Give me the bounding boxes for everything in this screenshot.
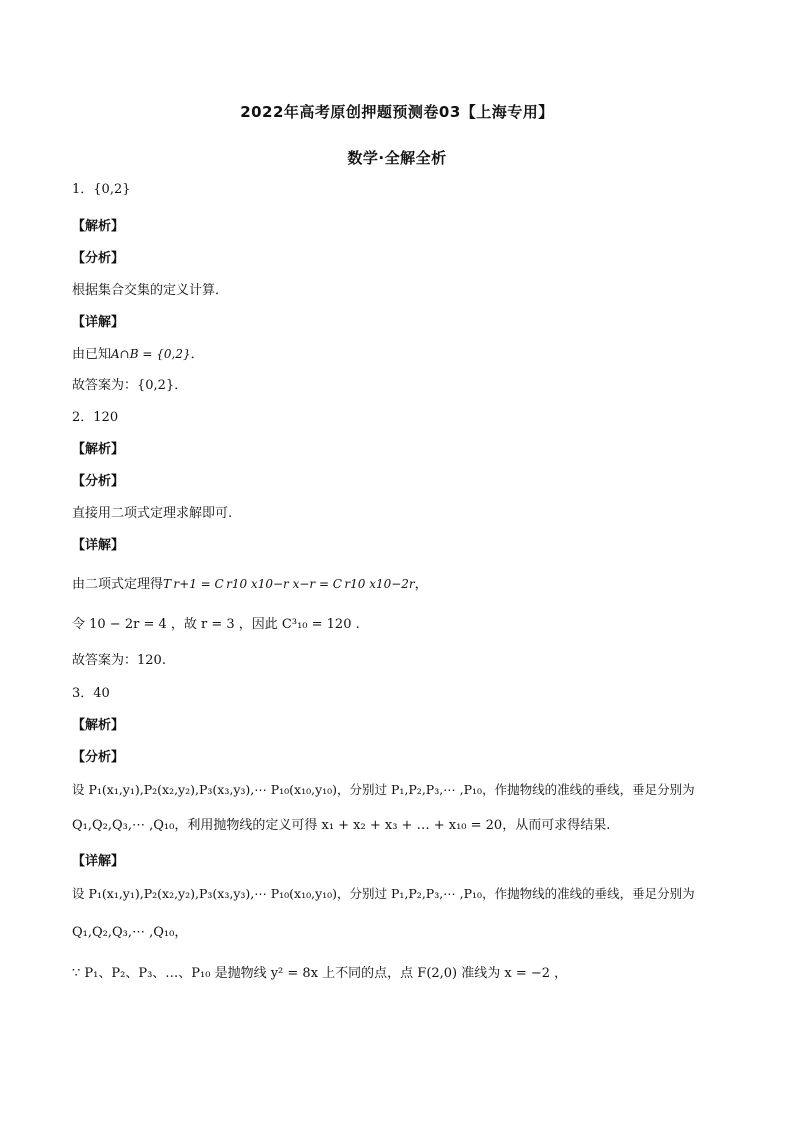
q1-fenxi-tag: 【分析】 <box>72 251 125 266</box>
q2-detail <box>72 575 732 594</box>
q1-detail-math: A∩B = {0,2} <box>111 347 191 361</box>
q1-detail-suffix: ． <box>190 347 204 362</box>
q2-fenxi-tag: 【分析】 <box>72 474 125 489</box>
q2-detail-suffix: ， <box>414 577 428 592</box>
q3-detail-line1: 设 P₁(x₁,y₁),P₂(x₂,y₂),P₃(x₃,y₃),⋯ P₁₀(x₁₀,y₁₀)，分别过 P₁,P₂,P₃,⋯ ,P₁₀，作抛物线的准线的垂线，垂足分别为 <box>72 886 695 901</box>
q1-detail <box>72 345 732 364</box>
q3-detail-line2: Q₁,Q₂,Q₃,⋯ ,Q₁₀， <box>72 925 188 940</box>
q1-xiangjie-tag: 【详解】 <box>72 315 125 330</box>
document-title: 2022年高考原创押题预测卷03【上海专用】 <box>240 103 554 121</box>
q2-fenxi-text: 直接用二项式定理求解即可. <box>72 506 233 521</box>
q1-answer: 1．{0,2} <box>72 182 131 197</box>
q3-detail-line3: ∵ P₁、P₂、P₃、…、P₁₀ 是抛物线 y² = 8x 上不同的点，点 F(2,0) 准线为 x = −2 ， <box>72 966 568 981</box>
q1-jiexi-tag: 【解析】 <box>72 219 125 234</box>
q2-xiangjie-tag: 【详解】 <box>72 538 125 553</box>
document-subtitle: 数学·全解全析 <box>347 149 447 167</box>
q1-final: 故答案为：{0,2}． <box>72 378 188 393</box>
q1-fenxi-text: 根据集合交集的定义计算． <box>72 283 229 298</box>
q2-detail-math: T r+1 = C r10 x10−r x−r = C r10 x10−2r <box>163 577 415 591</box>
q2-answer: 2．120 <box>72 410 119 425</box>
q1-detail-prefix: 由已知 <box>72 347 112 362</box>
q2-jiexi-tag: 【解析】 <box>72 442 125 457</box>
q2-detail-prefix: 由二项式定理得 <box>72 577 164 592</box>
q3-fenxi-line2: Q₁,Q₂,Q₃,⋯ ,Q₁₀，利用抛物线的定义可得 x₁ + x₂ + x₃ + … + x₁₀ = 20，从而可求得结果. <box>72 818 611 833</box>
q3-fenxi-line1: 设 P₁(x₁,y₁),P₂(x₂,y₂),P₃(x₃,y₃),⋯ P₁₀(x₁₀,y₁₀)，分别过 P₁,P₂,P₃,⋯ ,P₁₀，作抛物线的准线的垂线，垂足分别为 <box>72 782 695 797</box>
q2-line2: 令 10 − 2r = 4 ，故 r = 3 ，因此 C³₁₀ = 120 . <box>72 617 360 632</box>
q3-xiangjie-tag: 【详解】 <box>72 854 125 869</box>
q3-fenxi-tag: 【分析】 <box>72 750 125 765</box>
q2-final: 故答案为：120. <box>72 653 166 668</box>
q3-answer: 3．40 <box>72 686 110 701</box>
q3-jiexi-tag: 【解析】 <box>72 718 125 733</box>
